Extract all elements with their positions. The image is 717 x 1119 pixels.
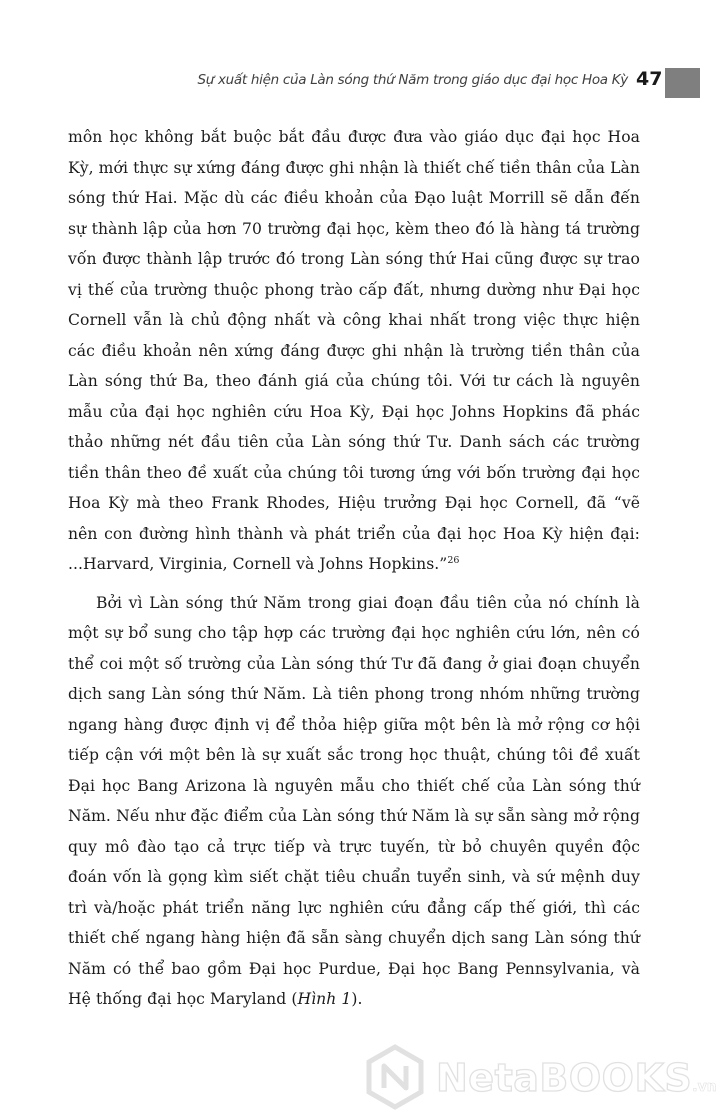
body-text [68,122,640,1015]
paragraph-1-text: môn học không bắt buộc bắt đầu được đưa vào giáo dục đại học Hoa Kỳ, mới thực sự xứng đáng được ghi nhận là thiết chế tiền thân của Làn sóng thứ Hai. Mặc dù các điều khoản của Đạo luật Morrill sẽ dẫn đến sự thành lập của hơn 70 trường đại học, kèm theo đó là hàng tá trường vốn được thành lập trước đó trong Làn sóng thứ Hai cũng được sự trao vị thế của trường thuộc phong trào cấp đất, nhưng dường như Đại học Cornell vẫn là chủ động nhất và công khai nhất trong việc thực hiện các điều khoản nên xứng đáng được ghi nhận là trường tiền thân của Làn sóng thứ Ba, theo đánh giá của chúng tôi. Với tư cách là nguyên mẫu của đại học nghiên cứu Hoa Kỳ, Đại học Johns Hopkins đã phác thảo những nét đầu tiên của Làn sóng thứ Tư. Danh sách các trường tiền thân theo đề xuất của chúng tôi tương ứng với bốn trường đại học Hoa Kỳ mà theo Frank Rhodes, Hiệu trưởng Đại học Cornell, đã “vẽ nên con đường hình thành và phát triển của đại học Hoa Kỳ hiện đại: ...Harvard, Virginia, Cornell và Johns Hopkins.” [68,128,640,573]
netabooks-logo-icon [362,1044,428,1110]
header-gray-tab [665,68,700,98]
running-header-title: Sự xuất hiện của Làn sóng thứ Năm trong giáo dục đại học Hoa Kỳ [197,72,628,88]
running-header [0,68,700,102]
paragraph [68,122,640,580]
netabooks-watermark [362,1044,717,1116]
watermark-text [436,1056,717,1100]
page-number: 47 [636,68,663,90]
watermark-brand: NetaBOOKS [436,1056,693,1100]
watermark-suffix: .vn [692,1079,717,1095]
paragraph [68,588,640,1015]
paragraph-2-end: ). [351,990,363,1008]
paragraph-2-text: Bởi vì Làn sóng thứ Năm trong giai đoạn đầu tiên của nó chính là một sự bổ sung cho tập hợp các trường đại học nghiên cứu lớn, nên có thể coi một số trường của Làn sóng thứ Tư đã đang ở giai đoạn chuyển dịch sang Làn sóng thứ Năm. Là tiên phong trong nhóm những trường ngang hàng được định vị để thỏa hiệp giữa một bên là mở rộng cơ hội tiếp cận với một bên là sự xuất sắc trong học thuật, chúng tôi đề xuất Đại học Bang Arizona là nguyên mẫu cho thiết chế của Làn sóng thứ Năm. Nếu như đặc điểm của Làn sóng thứ Năm là sự sẵn sàng mở rộng quy mô đào tạo cả trực tiếp và trực tuyến, từ bỏ chuyên quyền độc đoán vốn là gọng kìm siết chặt tiêu chuẩn tuyển sinh, và sứ mệnh duy trì và/hoặc phát triển năng lực nghiên cứu đẳng cấp thế giới, thì các thiết chế ngang hàng hiện đã sẵn sàng chuyển dịch sang Làn sóng thứ Năm có thể bao gồm Đại học Purdue, Đại học Bang Pennsylvania, và Hệ thống đại học Maryland ( [68,593,640,1008]
footnote-reference: 26 [447,554,460,566]
figure-reference: Hình 1 [297,990,352,1008]
